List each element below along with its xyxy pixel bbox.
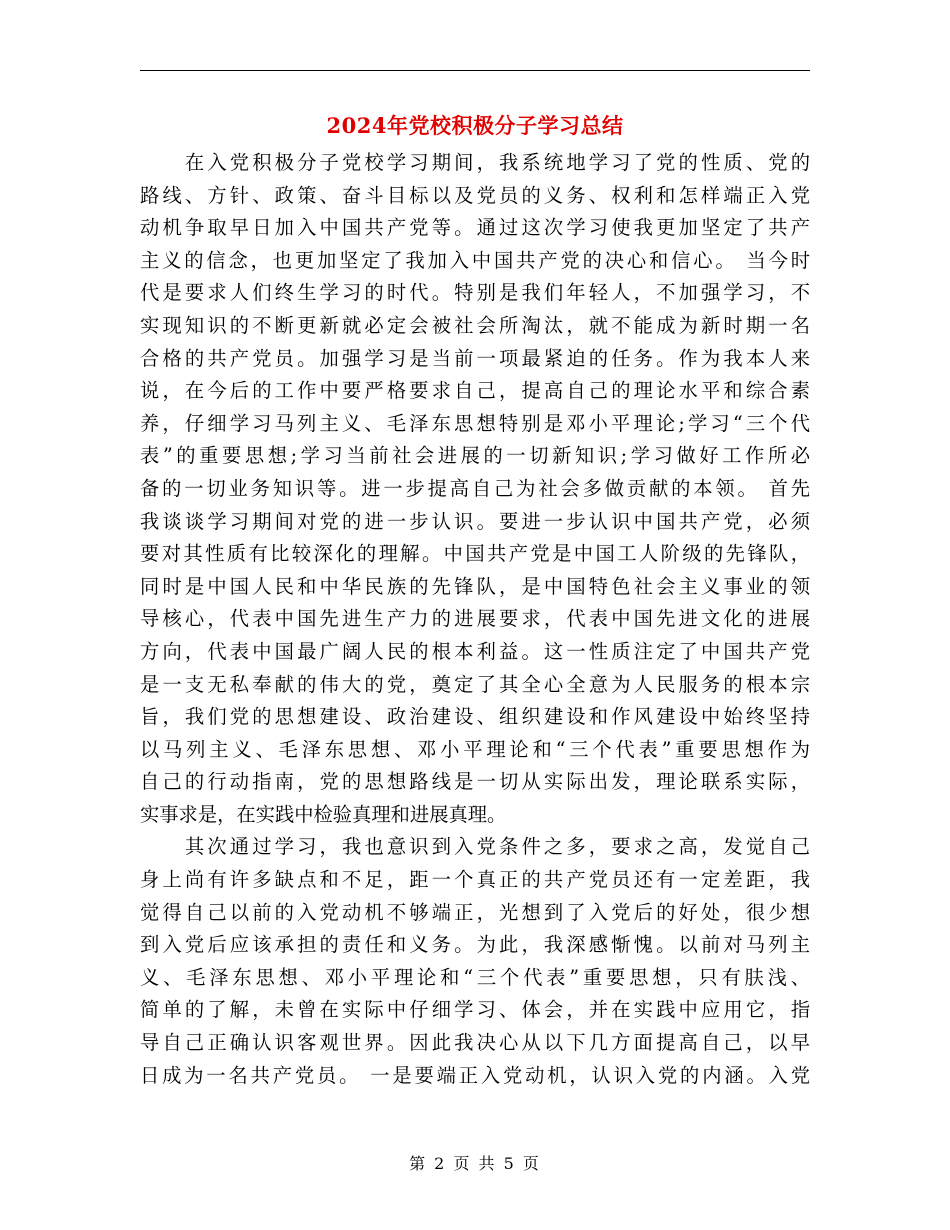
body-line: 实事求是，在实践中检验真理和进展真理。	[140, 802, 507, 826]
body-line: 说，在今后的工作中要严格要求自己，提高自己的理论水平和综合素	[140, 379, 810, 403]
body-line: 方向，代表中国最广阔人民的根本利益。这一性质注定了中国共产党	[140, 639, 810, 663]
body-line: 在入党积极分子党校学习期间，我系统地学习了党的性质、党的	[140, 151, 810, 174]
body-line: 其次通过学习，我也意识到入党条件之多，要求之高，发觉自己	[140, 835, 810, 859]
body-line: 导自己正确认识客观世界。因此我决心从以下几方面提高自己，以早	[140, 1031, 810, 1055]
body-line: 主义的信念，也更加坚定了我加入中国共产党的决心和信心。 当今时	[140, 248, 810, 272]
body-line: 简单的了解，未曾在实际中仔细学习、体会，并在实践中应用它，指	[140, 998, 810, 1022]
body-line: 养，仔细学习马列主义、毛泽东思想特别是邓小平理论;学习“三个代	[140, 411, 810, 435]
body-line: 代是要求人们终生学习的时代。特别是我们年轻人，不加强学习，不	[140, 281, 810, 305]
body-line: 日成为一名共产党员。 一是要端正入党动机，认识入党的内涵。入党	[140, 1063, 810, 1087]
body-line: 同时是中国人民和中华民族的先锋队，是中国特色社会主义事业的领	[140, 574, 810, 598]
body-line: 自己的行动指南，党的思想路线是一切从实际出发，理论联系实际，	[140, 770, 810, 794]
body-line: 以马列主义、毛泽东思想、邓小平理论和“三个代表”重要思想作为	[140, 737, 810, 761]
body-line: 我谈谈学习期间对党的进一步认识。要进一步认识中国共产党，必须	[140, 509, 810, 533]
body-line: 旨，我们党的思想建设、政治建设、组织建设和作风建设中始终坚持	[140, 705, 810, 729]
document-body	[140, 147, 810, 1092]
body-line: 要对其性质有比较深化的理解。中国共产党是中国工人阶级的先锋队，	[140, 542, 810, 566]
body-line: 义、毛泽东思想、邓小平理论和“三个代表”重要思想，只有肤浅、	[140, 965, 810, 989]
header-rule	[140, 70, 810, 71]
document-title: 2024年党校积极分子学习总结	[326, 113, 624, 138]
body-line: 导核心，代表中国先进生产力的进展要求，代表中国先进文化的进展	[140, 607, 810, 631]
body-line: 身上尚有许多缺点和不足，距一个真正的共产党员还有一定差距，我	[140, 868, 810, 892]
body-line: 备的一切业务知识等。进一步提高自己为社会多做贡献的本领。 首先	[140, 476, 810, 500]
body-line: 到入党后应该承担的责任和义务。为此，我深感惭愧。以前对马列主	[140, 933, 810, 957]
body-line: 实现知识的不断更新就必定会被社会所淘汰，就不能成为新时期一名	[140, 313, 810, 337]
body-line: 是一支无私奉献的伟大的党，奠定了其全心全意为人民服务的根本宗	[140, 672, 810, 696]
body-line: 表”的重要思想;学习当前社会进展的一切新知识;学习做好工作所必	[140, 444, 810, 468]
body-line: 动机争取早日加入中国共产党等。通过这次学习使我更加坚定了共产	[140, 216, 810, 240]
page-footer: 第 2 页 共 5 页	[409, 1154, 541, 1173]
body-line: 合格的共产党员。加强学习是当前一项最紧迫的任务。作为我本人来	[140, 346, 810, 370]
body-line: 觉得自己以前的入党动机不够端正，光想到了入党后的好处，很少想	[140, 900, 810, 924]
body-line: 路线、方针、政策、奋斗目标以及党员的义务、权利和怎样端正入党	[140, 183, 810, 207]
